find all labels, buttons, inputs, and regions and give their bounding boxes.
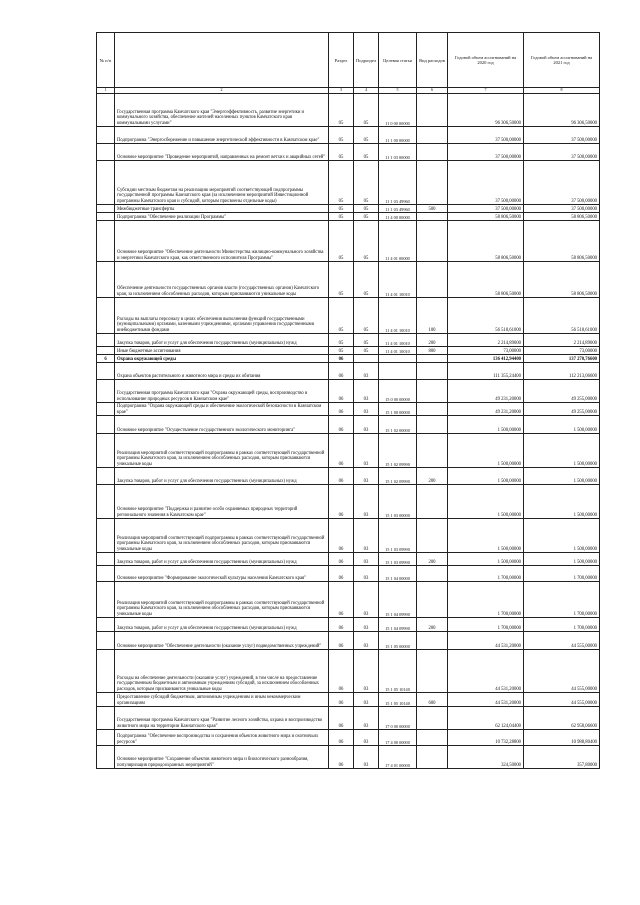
row-amount-2020: 1 500,00000 <box>448 468 524 485</box>
row-razdel: 06 <box>329 403 354 416</box>
row-razdel: 05 <box>329 144 354 161</box>
table-header-row <box>97 33 600 88</box>
row-name: Основное мероприятие "Обеспечение деятельности (оказание услуг) подведомственных учреждений" <box>115 632 329 650</box>
row-name: Государственная программа Камчатского края "Развитие лесного хозяйства, охрана и воспроизводство животного мира на территории Камчатского края" <box>115 707 329 730</box>
row-name: Государственная программа Камчатского края "Охрана окружающей среды, воспроизводство и использование природных ресурсов в Камчатском крае" <box>115 380 329 403</box>
row-num <box>97 632 115 650</box>
row-amount-2021: 56 518,61000 <box>524 298 600 334</box>
row-podrazdel: 05 <box>354 334 379 347</box>
row-podrazdel: 03 <box>354 485 379 519</box>
row-expense-type: 200 <box>417 553 448 566</box>
column-index: 8 <box>524 88 600 94</box>
table-row <box>97 553 600 566</box>
row-razdel: 05 <box>329 334 354 347</box>
row-name: Подпрограмма "Энергосбережение и повышение энергетической эффективности в Камчатском крае" <box>115 127 329 144</box>
row-name: Основное мероприятие "Поддержка и развитие особо охраняемых природных территорий регионального значения в Камчатском крае" <box>115 485 329 519</box>
row-target-article: 11 4 01 10010 <box>379 262 417 298</box>
row-razdel: 05 <box>329 127 354 144</box>
row-amount-2020: 37 500,00000 <box>448 205 524 213</box>
row-target-article: 15 1 00 00000 <box>379 403 417 416</box>
row-num <box>97 363 115 380</box>
row-expense-type: 200 <box>417 334 448 347</box>
header-target-article: Целевая статья <box>379 33 417 88</box>
row-amount-2021: 96 306,50000 <box>524 94 600 127</box>
row-razdel: 06 <box>329 746 354 769</box>
row-num <box>97 205 115 213</box>
column-index: 6 <box>417 88 448 94</box>
row-num <box>97 334 115 347</box>
row-target-article: 11 1 03 49960 <box>379 205 417 213</box>
row-razdel: 06 <box>329 582 354 618</box>
row-razdel: 06 <box>329 553 354 566</box>
row-num <box>97 403 115 416</box>
row-podrazdel: 03 <box>354 566 379 582</box>
row-target-article: 15 1 02 09990 <box>379 434 417 468</box>
column-index: 1 <box>97 88 115 94</box>
row-num <box>97 553 115 566</box>
row-podrazdel: 05 <box>354 347 379 355</box>
row-amount-2020: 73,00000 <box>448 347 524 355</box>
row-razdel: 06 <box>329 693 354 707</box>
row-expense-type <box>417 355 448 363</box>
table-row <box>97 693 600 707</box>
row-amount-2020: 1 500,00000 <box>448 485 524 519</box>
table-row <box>97 632 600 650</box>
row-num <box>97 618 115 632</box>
row-target-article: 15 1 03 09990 <box>379 553 417 566</box>
row-target-article: 17 4 01 00000 <box>379 746 417 769</box>
row-name: Подпрограмма "Охрана окружающей среды и обеспечение экологической безопасности в Камчатском крае" <box>115 403 329 416</box>
row-podrazdel: 03 <box>354 582 379 618</box>
header-expense-type: Вид расходов <box>417 33 448 88</box>
row-amount-2021: 73,00000 <box>524 347 600 355</box>
row-amount-2021: 58 806,50000 <box>524 262 600 298</box>
row-name: Подпрограмма "Обеспечение реализации Программы" <box>115 213 329 221</box>
row-razdel: 05 <box>329 298 354 334</box>
row-target-article: 15 1 04 09990 <box>379 582 417 618</box>
row-target-article: 15 1 03 09990 <box>379 519 417 553</box>
row-expense-type <box>417 262 448 298</box>
table-row <box>97 127 600 144</box>
row-target-article: 17 4 00 00000 <box>379 730 417 746</box>
row-name: Реализация мероприятий соответствующей подпрограммы в рамках соответствующей государственной программы Камчатского края, за исключением обособленных расходов, которым присваиваются уникальные коды <box>115 582 329 618</box>
row-num <box>97 707 115 730</box>
row-expense-type <box>417 221 448 262</box>
row-amount-2021: 357,80000 <box>524 746 600 769</box>
table-row <box>97 485 600 519</box>
row-amount-2021: 1 500,00000 <box>524 434 600 468</box>
row-amount-2020: 49 231,20000 <box>448 380 524 403</box>
row-name: Охрана окружающей среды <box>115 355 329 363</box>
row-amount-2021: 1 500,00000 <box>524 519 600 553</box>
row-amount-2020: 49 231,20000 <box>448 403 524 416</box>
column-index: 3 <box>329 88 354 94</box>
row-amount-2021: 112 213,06600 <box>524 363 600 380</box>
row-amount-2020: 1 500,00000 <box>448 553 524 566</box>
table-row <box>97 94 600 127</box>
row-razdel: 06 <box>329 485 354 519</box>
row-name: Охрана объектов растительного и животного мира и среды их обитания <box>115 363 329 380</box>
row-name: Закупка товаров, работ и услуг для обеспечения государственных (муниципальных) нужд <box>115 618 329 632</box>
row-name: Иные бюджетные ассигнования <box>115 347 329 355</box>
header-amount-2020: Годовой объем ассигнований на 2020 год <box>448 33 524 88</box>
row-podrazdel: 05 <box>354 144 379 161</box>
row-name: Закупка товаров, работ и услуг для обеспечения государственных (муниципальных) нужд <box>115 468 329 485</box>
row-amount-2020: 56 518,61000 <box>448 298 524 334</box>
row-target-article: 15 1 05 10140 <box>379 650 417 693</box>
row-name: Основное мероприятие "Сохранение объектов животного мира и биологического разнообразия, популяризация природоохранных мероприятий" <box>115 746 329 769</box>
table-row <box>97 566 600 582</box>
row-name: Предоставление субсидий бюджетным, автономным учреждениям и иным некоммерческим организациям <box>115 693 329 707</box>
row-name: Подпрограмма "Обеспечение воспроизводства и сохранения объектов животного мира и охотничьих ресурсов" <box>115 730 329 746</box>
row-podrazdel: 03 <box>354 468 379 485</box>
row-expense-type <box>417 566 448 582</box>
row-podrazdel: 05 <box>354 221 379 262</box>
row-target-article: 15 1 04 00000 <box>379 566 417 582</box>
table-row <box>97 205 600 213</box>
row-amount-2021: 37 500,00000 <box>524 205 600 213</box>
row-name: Межбюджетные трансферты <box>115 205 329 213</box>
row-name: Государственная программа Камчатского края "Энергоэффективность, развитие энергетики и коммунального хозяйства, обеспечение жителей населенных пунктов Камчатского края коммунальными услугами" <box>115 94 329 127</box>
row-num <box>97 161 115 205</box>
row-amount-2020: 1 500,00000 <box>448 434 524 468</box>
header-amount-2021: Годовой объем ассигнований на 2021 год <box>524 33 600 88</box>
row-podrazdel: 03 <box>354 553 379 566</box>
row-expense-type: 200 <box>417 468 448 485</box>
row-expense-type <box>417 730 448 746</box>
row-razdel: 05 <box>329 205 354 213</box>
row-num <box>97 380 115 403</box>
table-row <box>97 363 600 380</box>
table-row <box>97 262 600 298</box>
row-target-article: 15 1 02 09990 <box>379 468 417 485</box>
row-expense-type: 800 <box>417 347 448 355</box>
row-target-article: 15 1 02 00000 <box>379 416 417 434</box>
row-amount-2021: 1 700,00000 <box>524 618 600 632</box>
row-target-article: 15 1 04 09990 <box>379 618 417 632</box>
table-row <box>97 403 600 416</box>
table-row <box>97 582 600 618</box>
budget-document <box>96 32 599 769</box>
row-target-article: 15 0 00 00000 <box>379 380 417 403</box>
row-amount-2021: 58 806,50000 <box>524 221 600 262</box>
row-podrazdel: 03 <box>354 363 379 380</box>
row-podrazdel: 03 <box>354 746 379 769</box>
row-amount-2021: 58 806,50000 <box>524 213 600 221</box>
row-razdel: 06 <box>329 416 354 434</box>
table-row <box>97 650 600 693</box>
row-expense-type <box>417 485 448 519</box>
row-expense-type <box>417 127 448 144</box>
row-num <box>97 262 115 298</box>
row-razdel: 06 <box>329 707 354 730</box>
row-amount-2020: 2 214,89000 <box>448 334 524 347</box>
row-num <box>97 347 115 355</box>
row-expense-type <box>417 403 448 416</box>
row-amount-2021: 1 500,00000 <box>524 553 600 566</box>
row-target-article: 15 1 05 00000 <box>379 632 417 650</box>
table-row <box>97 298 600 334</box>
row-amount-2020: 58 806,50000 <box>448 262 524 298</box>
row-expense-type <box>417 213 448 221</box>
row-podrazdel: 03 <box>354 403 379 416</box>
header-name <box>115 33 329 88</box>
row-amount-2020: 1 700,00000 <box>448 566 524 582</box>
row-amount-2020: 1 500,00000 <box>448 519 524 553</box>
row-expense-type <box>417 144 448 161</box>
row-amount-2021: 1 500,00000 <box>524 468 600 485</box>
row-expense-type <box>417 380 448 403</box>
table-row <box>97 221 600 262</box>
row-amount-2020: 96 306,50000 <box>448 94 524 127</box>
row-razdel: 05 <box>329 221 354 262</box>
header-podrazdel: Подраздел <box>354 33 379 88</box>
row-num <box>97 650 115 693</box>
row-name: Реализация мероприятий соответствующей подпрограммы в рамках соответствующей государственной программы Камчатского края, за исключением обособленных расходов, которым присваиваются уникальные коды <box>115 434 329 468</box>
row-razdel: 06 <box>329 566 354 582</box>
row-expense-type <box>417 434 448 468</box>
row-razdel: 06 <box>329 363 354 380</box>
row-razdel: 05 <box>329 347 354 355</box>
row-num: 6 <box>97 355 115 363</box>
table-row <box>97 161 600 205</box>
row-podrazdel: 03 <box>354 434 379 468</box>
row-razdel: 06 <box>329 380 354 403</box>
table-row <box>97 519 600 553</box>
row-amount-2021: 1 700,00000 <box>524 566 600 582</box>
table-body <box>97 88 600 769</box>
table-row <box>97 144 600 161</box>
row-num <box>97 519 115 553</box>
row-name: Обеспечение деятельности государственных органов власти (государственных органов) Камчатского края, за исключением обособленных расходов, которым присваиваются уникальные коды <box>115 262 329 298</box>
row-target-article: 11 4 01 00000 <box>379 221 417 262</box>
column-index: 2 <box>115 88 329 94</box>
row-name: Основное мероприятие "Обеспечение деятельности Министерства жилищно-коммунального хозяйства и энергетики Камчатского края, как ответственного исполнителя Программы" <box>115 221 329 262</box>
row-amount-2021: 49 255,00000 <box>524 403 600 416</box>
row-amount-2020: 37 500,00000 <box>448 127 524 144</box>
table-row <box>97 707 600 730</box>
table-row <box>97 416 600 434</box>
row-amount-2020: 62 124,04400 <box>448 707 524 730</box>
row-num <box>97 144 115 161</box>
row-amount-2020: 1 700,00000 <box>448 582 524 618</box>
row-amount-2021: 10 988,80400 <box>524 730 600 746</box>
row-target-article <box>379 355 417 363</box>
row-expense-type: 600 <box>417 693 448 707</box>
row-podrazdel: 03 <box>354 618 379 632</box>
table-row <box>97 380 600 403</box>
row-podrazdel: 05 <box>354 127 379 144</box>
row-podrazdel: 05 <box>354 213 379 221</box>
table-row <box>97 347 600 355</box>
row-amount-2021: 44 555,00000 <box>524 632 600 650</box>
row-name: Закупка товаров, работ и услуг для обеспечения государственных (муниципальных) нужд <box>115 553 329 566</box>
row-amount-2021: 62 958,06600 <box>524 707 600 730</box>
row-num <box>97 221 115 262</box>
column-index: 7 <box>448 88 524 94</box>
row-expense-type <box>417 582 448 618</box>
row-razdel: 06 <box>329 355 354 363</box>
row-razdel: 05 <box>329 94 354 127</box>
row-podrazdel: 03 <box>354 632 379 650</box>
row-target-article: 17 0 00 00000 <box>379 707 417 730</box>
row-num <box>97 730 115 746</box>
row-razdel: 05 <box>329 213 354 221</box>
header-razdel: Раздел <box>329 33 354 88</box>
row-name: Основное мероприятие "Осуществление государственного экологического мониторинга" <box>115 416 329 434</box>
row-amount-2021: 137 270,76600 <box>524 355 600 363</box>
row-razdel: 06 <box>329 434 354 468</box>
row-num <box>97 94 115 127</box>
row-podrazdel: 03 <box>354 693 379 707</box>
row-podrazdel: 05 <box>354 298 379 334</box>
row-name: Основное мероприятие "Формирование экологической культуры населения Камчатского края" <box>115 566 329 582</box>
row-razdel: 06 <box>329 730 354 746</box>
row-amount-2021: 1 500,00000 <box>524 416 600 434</box>
row-target-article: 11 4 00 00000 <box>379 213 417 221</box>
row-razdel: 06 <box>329 632 354 650</box>
row-expense-type: 500 <box>417 205 448 213</box>
row-razdel: 05 <box>329 262 354 298</box>
row-target-article: 15 1 05 10140 <box>379 693 417 707</box>
table-row <box>97 468 600 485</box>
row-amount-2020: 136 412,94400 <box>448 355 524 363</box>
table-row <box>97 746 600 769</box>
row-podrazdel: 03 <box>354 650 379 693</box>
row-amount-2020: 58 806,50000 <box>448 221 524 262</box>
row-expense-type <box>417 161 448 205</box>
row-amount-2020: 44 531,20000 <box>448 693 524 707</box>
row-podrazdel: 05 <box>354 161 379 205</box>
row-podrazdel: 05 <box>354 262 379 298</box>
row-num <box>97 127 115 144</box>
row-razdel: 06 <box>329 519 354 553</box>
row-expense-type <box>417 746 448 769</box>
row-target-article <box>379 363 417 380</box>
row-num <box>97 213 115 221</box>
row-amount-2020: 44 531,20000 <box>448 650 524 693</box>
row-target-article: 11 4 01 10010 <box>379 347 417 355</box>
row-expense-type <box>417 650 448 693</box>
table-row <box>97 334 600 347</box>
row-target-article: 11 4 01 10010 <box>379 298 417 334</box>
row-amount-2020: 37 500,00000 <box>448 144 524 161</box>
row-num <box>97 693 115 707</box>
row-razdel: 06 <box>329 468 354 485</box>
row-amount-2020: 1 700,00000 <box>448 618 524 632</box>
row-num <box>97 566 115 582</box>
row-expense-type: 200 <box>417 618 448 632</box>
row-amount-2020: 111 355,24400 <box>448 363 524 380</box>
row-amount-2020: 10 732,28800 <box>448 730 524 746</box>
row-target-article: 11 1 00 00000 <box>379 127 417 144</box>
row-podrazdel: 03 <box>354 730 379 746</box>
row-target-article: 11 1 03 00000 <box>379 144 417 161</box>
row-num <box>97 746 115 769</box>
table-row <box>97 355 600 363</box>
row-amount-2021: 37 500,00000 <box>524 144 600 161</box>
row-expense-type <box>417 94 448 127</box>
row-amount-2021: 37 500,00000 <box>524 161 600 205</box>
table-row <box>97 618 600 632</box>
row-amount-2020: 1 500,00000 <box>448 416 524 434</box>
row-amount-2020: 58 806,50000 <box>448 213 524 221</box>
row-razdel: 06 <box>329 650 354 693</box>
row-podrazdel: 03 <box>354 380 379 403</box>
row-amount-2020: 324,50000 <box>448 746 524 769</box>
row-num <box>97 468 115 485</box>
header-num: № п/п <box>97 33 115 88</box>
table-row <box>97 730 600 746</box>
row-amount-2021: 44 555,00000 <box>524 693 600 707</box>
row-num <box>97 485 115 519</box>
row-amount-2020: 44 531,20000 <box>448 632 524 650</box>
row-num <box>97 416 115 434</box>
row-expense-type <box>417 707 448 730</box>
row-target-article: 11 0 00 00000 <box>379 94 417 127</box>
row-amount-2021: 49 255,00000 <box>524 380 600 403</box>
row-target-article: 11 4 01 10010 <box>379 334 417 347</box>
table-row <box>97 213 600 221</box>
row-num <box>97 298 115 334</box>
row-name: Закупка товаров, работ и услуг для обеспечения государственных (муниципальных) нужд <box>115 334 329 347</box>
column-index: 4 <box>354 88 379 94</box>
row-amount-2021: 1 500,00000 <box>524 485 600 519</box>
row-name: Расходы на обеспечение деятельности (оказание услуг) учреждений, в том числе на предоставление государственным бюджетным и автономным учреждениям субсидий, за исключением обособленных расходов, которым присваиваются уникальные коды <box>115 650 329 693</box>
row-num <box>97 434 115 468</box>
row-podrazdel: 05 <box>354 94 379 127</box>
row-name: Субсидии местным бюджетам на реализацию мероприятий соответствующей подпрограммы государственной программы Камчатского края (за исключением мероприятий Инвестиционной программы Камчатского края и субсидий, которым присвоены отдельные коды) <box>115 161 329 205</box>
row-podrazdel: 05 <box>354 205 379 213</box>
row-amount-2021: 2 214,89000 <box>524 334 600 347</box>
row-podrazdel <box>354 355 379 363</box>
row-name: Реализация мероприятий соответствующей подпрограммы в рамках соответствующей государственной программы Камчатского края, за исключением обособленных расходов, которым присваиваются уникальные коды <box>115 519 329 553</box>
row-num <box>97 582 115 618</box>
row-expense-type <box>417 632 448 650</box>
row-podrazdel: 03 <box>354 707 379 730</box>
row-expense-type <box>417 416 448 434</box>
row-target-article: 15 1 03 00000 <box>379 485 417 519</box>
row-target-article: 11 1 03 49960 <box>379 161 417 205</box>
table-row <box>97 434 600 468</box>
row-razdel: 05 <box>329 161 354 205</box>
row-podrazdel: 03 <box>354 519 379 553</box>
row-expense-type <box>417 363 448 380</box>
row-name: Расходы на выплаты персоналу в целях обеспечения выполнения функций государственными (муниципальными) органами, казенными учреждениями, органами управления государственными внебюджетными фондами <box>115 298 329 334</box>
row-expense-type: 100 <box>417 298 448 334</box>
row-expense-type <box>417 519 448 553</box>
row-razdel: 06 <box>329 618 354 632</box>
row-amount-2021: 1 700,00000 <box>524 582 600 618</box>
row-podrazdel: 03 <box>354 416 379 434</box>
row-name: Основное мероприятие "Проведение мероприятий, направленных на ремонт ветхих и аварийных сетей" <box>115 144 329 161</box>
row-amount-2021: 44 555,00000 <box>524 650 600 693</box>
column-index: 5 <box>379 88 417 94</box>
row-amount-2021: 37 500,00000 <box>524 127 600 144</box>
budget-table <box>96 32 600 769</box>
row-amount-2020: 37 500,00000 <box>448 161 524 205</box>
